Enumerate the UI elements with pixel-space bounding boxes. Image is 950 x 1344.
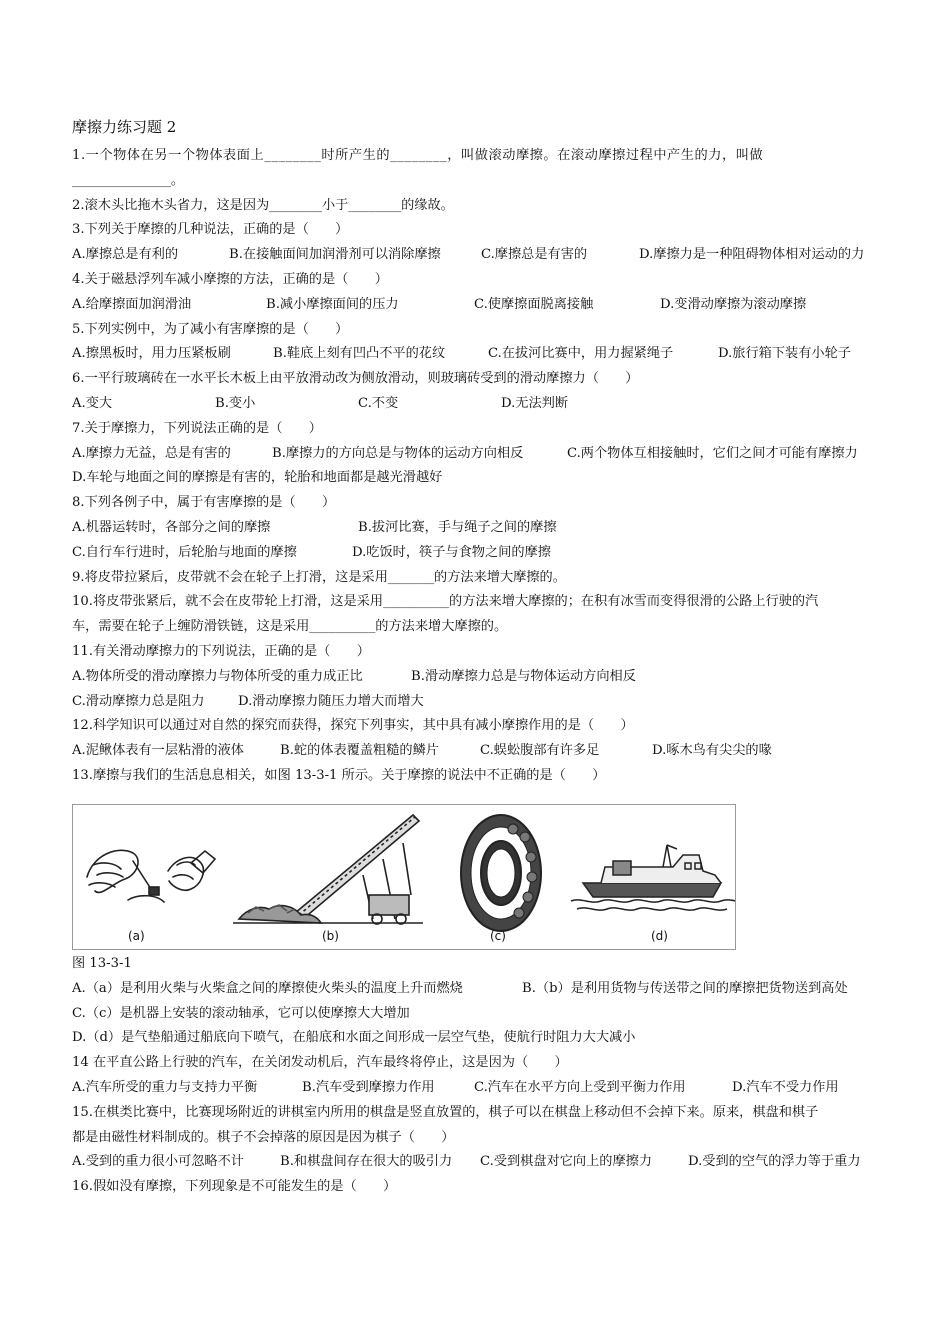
q7-option-d: D.车轮与地面之间的摩擦是有害的，轮胎和地面都是越光滑越好 — [72, 470, 443, 486]
q8-option-c: C.自行车行进时，后轮胎与地面的摩擦 — [72, 544, 297, 560]
q6-option-a: A.变大 — [72, 395, 113, 411]
q3-option-c: C.摩擦总是有害的 — [481, 247, 588, 263]
q15-line1: 15.在棋类比赛中，比赛现场附近的讲棋室内所用的棋盘是竖直放置的，棋子可以在棋盘上移动但不会掉下来。原来，棋盘和棋子 — [72, 1104, 819, 1120]
q15-options — [72, 1150, 892, 1175]
q6-option-c: C.不变 — [358, 395, 399, 411]
q14-option-c: C.汽车在水平方向上受到平衡力作用 — [474, 1079, 686, 1095]
q6-options — [72, 392, 892, 417]
q8-option-b: B.拔河比赛，手与绳子之间的摩擦 — [358, 519, 557, 535]
q12-options — [72, 739, 892, 764]
q14-option-d: D.汽车不受力作用 — [732, 1079, 839, 1095]
figure-illustration — [73, 805, 735, 949]
q4-option-d: D.变滑动摩擦为滚动摩擦 — [660, 296, 807, 312]
q5-stem: 5.下列实例中，为了减小有害摩擦的是（ ） — [72, 321, 349, 337]
q14-stem: 14 在平直公路上行驶的汽车，在关闭发动机后，汽车最终将停止，这是因为（ ） — [72, 1055, 568, 1071]
q11-options-row2 — [72, 690, 892, 715]
q3-option-d: D.摩擦力是一种阻碍物体相对运动的力 — [639, 247, 865, 263]
figure-label-c: (c) — [490, 928, 506, 943]
q11-stem: 11.有关滑动摩擦力的下列说法，正确的是（ ） — [72, 643, 370, 659]
figure-label-a: (a) — [128, 928, 145, 943]
q8-options-row1 — [72, 516, 892, 541]
q15-option-b: B.和棋盘间存在很大的吸引力 — [280, 1154, 453, 1170]
figure-label-b: (b) — [322, 928, 339, 943]
q4-option-c: C.使摩擦面脱离接触 — [474, 296, 594, 312]
rolling-bearing-image — [461, 815, 541, 931]
worksheet-title: 摩擦力练习题 2 — [72, 118, 177, 136]
q11-option-b: B.滑动摩擦力总是与物体运动方向相反 — [411, 668, 636, 684]
q16-stem: 16.假如没有摩擦，下列现象是不可能发生的是（ ） — [72, 1179, 397, 1195]
q3-options — [72, 243, 892, 268]
q11-options-row1 — [72, 665, 892, 690]
conveyor-belt-image — [233, 815, 423, 924]
q13-options-row1 — [72, 977, 892, 1002]
q14-option-b: B.汽车受到摩擦力作用 — [302, 1079, 435, 1095]
q3-stem: 3.下列关于摩擦的几种说法，正确的是（ ） — [72, 222, 349, 238]
q4-option-a: A.给摩擦面加润滑油 — [72, 296, 192, 312]
q7-option-a: A.摩擦力无益，总是有害的 — [72, 445, 231, 461]
q5-option-a: A.擦黑板时，用力压紧板刷 — [72, 346, 231, 362]
q5-options — [72, 342, 892, 367]
q15-option-c: C.受到棋盘对它向上的摩擦力 — [480, 1154, 653, 1170]
q12-option-b: B.蛇的体表覆盖粗糙的鳞片 — [280, 743, 439, 759]
q7-option-b: B.摩擦力的方向总是与物体的运动方向相反 — [272, 445, 524, 461]
q10-line2: 车，需要在轮子上缠防滑铁链，这是采用__________的方法来增大摩擦的。 — [72, 619, 508, 635]
q4-options — [72, 293, 892, 318]
q5-option-d: D.旅行箱下装有小轮子 — [718, 346, 851, 362]
figure-13-3-1 — [72, 804, 736, 950]
q7-option-c: C.两个物体互相接触时，它们之间才可能有摩擦力 — [567, 445, 858, 461]
q4-stem: 4.关于磁悬浮列车减小摩擦的方法，正确的是（ ） — [72, 271, 388, 287]
q8-option-d: D.吃饭时，筷子与食物之间的摩擦 — [352, 544, 551, 560]
q9: 9.将皮带拉紧后，皮带就不会在轮子上打滑，这是采用_______的方法来增大摩擦的。 — [72, 569, 566, 585]
q8-stem: 8.下列各例子中，属于有害摩擦的是（ ） — [72, 495, 336, 511]
q3-option-a: A.摩擦总是有利的 — [72, 247, 179, 263]
hovercraft-image — [571, 845, 735, 910]
q11-option-d: D.滑动摩擦力随压力增大而增大 — [238, 693, 424, 709]
figure-caption: 图 13-3-1 — [72, 955, 132, 971]
q13-option-b: B.（b）是利用货物与传送带之间的摩擦把货物送到高处 — [522, 980, 848, 996]
q7-options — [72, 442, 892, 467]
q12-option-a: A.泥鳅体表有一层粘滑的液体 — [72, 743, 244, 759]
q6-option-b: B.变小 — [215, 395, 256, 411]
q13-option-a: A.（a）是利用火柴与火柴盒之间的摩擦使火柴头的温度上升而燃烧 — [72, 980, 463, 996]
q12-stem: 12.科学知识可以通过对自然的探究而获得，探究下列事实，其中具有减小摩擦作用的是（ ） — [72, 718, 634, 734]
q10-line1: 10.将皮带张紧后，就不会在皮带轮上打滑，这是采用__________的方法来增大摩擦的；在积有冰雪而变得很滑的公路上行驶的汽 — [72, 594, 819, 610]
q12-option-c: C.蜈蚣腹部有许多足 — [480, 743, 600, 759]
q11-option-a: A.物体所受的滑动摩擦力与物体所受的重力成正比 — [72, 668, 363, 684]
q6-option-d: D.无法判断 — [501, 395, 569, 411]
q14-option-a: A.汽车所受的重力与支持力平衡 — [72, 1079, 258, 1095]
q15-option-d: D.受到的空气的浮力等于重力 — [688, 1154, 861, 1170]
q15-line2: 都是由磁性材料制成的。棋子不会掉落的原因是因为棋子（ ） — [72, 1129, 455, 1145]
q6-stem: 6.一平行玻璃砖在一水平长木板上由平放滑动改为侧放滑动，则玻璃砖受到的滑动摩擦力（ ） — [72, 371, 639, 387]
q5-option-b: B.鞋底上刻有凹凸不平的花纹 — [273, 346, 446, 362]
figure-label-d: (d) — [651, 928, 668, 943]
match-and-matchbox-image — [87, 850, 215, 902]
q14-options — [72, 1076, 892, 1101]
q2: 2.滚木头比拖木头省力，这是因为________小于________的缘故。 — [72, 197, 454, 213]
q13-option-d: D.（d）是气垫船通过船底向下喷气，在船底和水面之间形成一层空气垫，使航行时阻力大大减小 — [72, 1030, 636, 1046]
q13-stem: 13.摩擦与我们的生活息息相关，如图 13-3-1 所示。关于摩擦的说法中不正确的是（ ） — [72, 767, 606, 783]
q8-options-row2 — [72, 541, 892, 566]
worksheet — [72, 116, 892, 1200]
q15-option-a: A.受到的重力很小可忽略不计 — [72, 1154, 244, 1170]
q1-line2: _______________。 — [72, 172, 185, 188]
q13-option-c: C.（c）是机器上安装的滚动轴承，它可以使摩擦大大增加 — [72, 1005, 410, 1021]
q7-stem: 7.关于摩擦力，下列说法正确的是（ ） — [72, 420, 322, 436]
q5-option-c: C.在拔河比赛中，用力握紧绳子 — [488, 346, 674, 362]
q12-option-d: D.啄木鸟有尖尖的喙 — [652, 743, 772, 759]
q8-option-a: A.机器运转时，各部分之间的摩擦 — [72, 519, 271, 535]
q11-option-c: C.滑动摩擦力总是阻力 — [72, 693, 205, 709]
q1-line1: 1.一个物体在另一个物体表面上________时所产生的________，叫做滚动摩擦。在滚动摩擦过程中产生的力，叫做 — [72, 148, 764, 163]
q4-option-b: B.减小摩擦面间的压力 — [266, 296, 399, 312]
q3-option-b: B.在接触面间加润滑剂可以消除摩擦 — [229, 247, 441, 263]
